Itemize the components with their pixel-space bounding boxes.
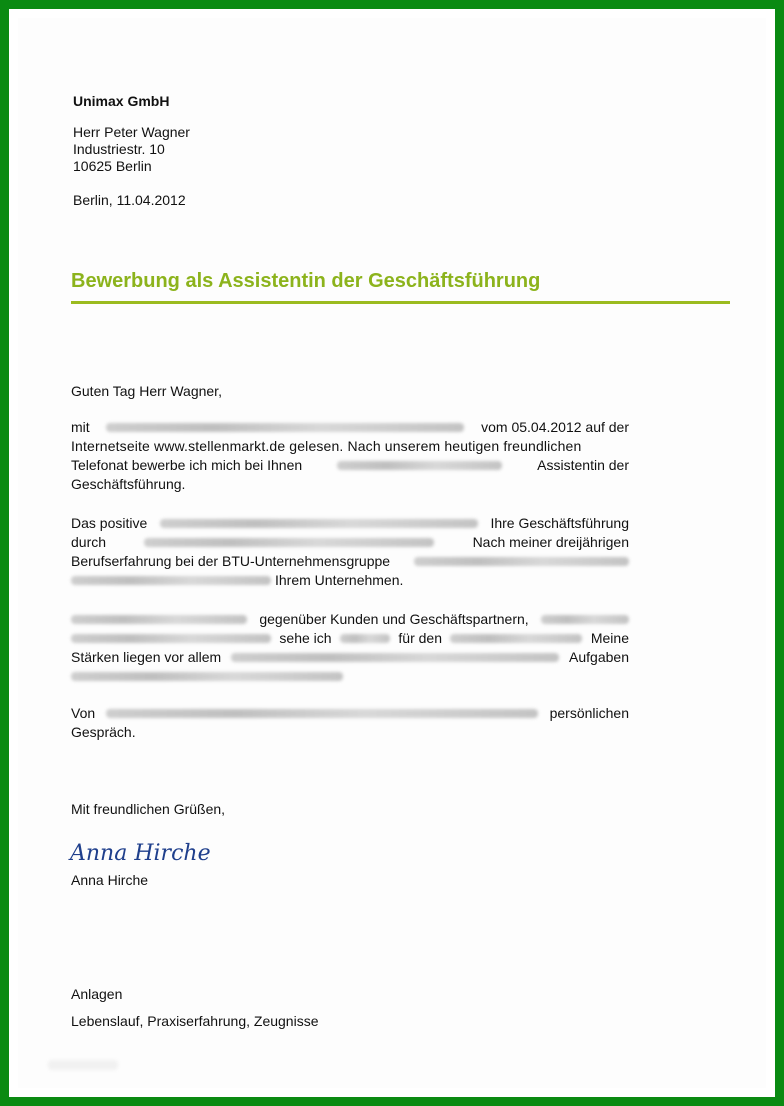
p3-l2-b: sehe ich xyxy=(279,630,332,646)
p4-l2: Gespräch. xyxy=(71,724,136,740)
p1-l2: Internetseite www.stellenmarkt.de gelesen. Nach unserem heutigen freundlichen xyxy=(71,438,582,454)
signature-name: Anna Hirche xyxy=(71,872,149,888)
paragraph-2 xyxy=(71,514,629,590)
p2-line-2 xyxy=(71,533,629,552)
paragraph-3 xyxy=(71,610,629,686)
paragraph-4 xyxy=(71,704,629,742)
p4-line-1 xyxy=(71,704,629,723)
p1-l4: Geschäftsführung. xyxy=(71,476,186,492)
subject-underline xyxy=(71,301,730,304)
sender-company: Unimax GmbH xyxy=(73,93,170,109)
date-line: Berlin, 11.04.2012 xyxy=(73,192,186,208)
redacted-text xyxy=(337,461,502,470)
p2-l1-b: Ihre Geschäftsführung xyxy=(490,515,629,531)
signature-text: Anna Hirche xyxy=(70,841,211,866)
paragraph-1 xyxy=(71,418,629,494)
watermark xyxy=(48,1060,118,1070)
redacted-text xyxy=(106,709,538,718)
p2-line-4 xyxy=(71,571,629,590)
redacted-text xyxy=(340,634,390,643)
enclosures-list: Lebenslauf, Praxiserfahrung, Zeugnisse xyxy=(71,1013,319,1029)
redacted-text xyxy=(144,538,434,547)
p3-line-4 xyxy=(71,667,629,686)
recipient-address xyxy=(73,124,190,175)
p1-l1-b: vom 05.04.2012 auf der xyxy=(481,419,629,435)
p2-l3-a: Berufserfahrung bei der BTU-Unternehmensgruppe xyxy=(71,553,391,569)
redacted-text xyxy=(541,615,629,624)
subject-heading: Bewerbung als Assistentin der Geschäftsführung xyxy=(71,270,541,292)
p1-line-1 xyxy=(71,418,629,437)
redacted-text xyxy=(231,653,559,662)
p1-l3-a: Telefonat bewerbe ich mich bei Ihnen xyxy=(71,457,303,473)
p3-l1-b: gegenüber Kunden und Geschäftspartnern, xyxy=(259,611,529,627)
p2-line-3 xyxy=(71,552,629,571)
recipient-street: Industriestr. 10 xyxy=(73,141,165,157)
p1-line-3 xyxy=(71,456,629,475)
p4-l1-a: Von xyxy=(71,705,96,721)
enclosures-label: Anlagen xyxy=(71,986,123,1002)
redacted-text xyxy=(450,634,582,643)
redacted-text xyxy=(71,615,247,624)
p3-line-1 xyxy=(71,610,629,629)
p2-l2-a: durch xyxy=(71,534,107,550)
p3-l2-c: für den xyxy=(398,630,443,646)
p1-line-2 xyxy=(71,437,629,456)
letter-page xyxy=(18,18,766,1088)
redacted-text xyxy=(160,519,478,528)
p4-line-2 xyxy=(71,723,629,742)
handwritten-signature xyxy=(68,828,218,870)
p1-l3-b: Assistentin der xyxy=(537,457,629,473)
salutation: Guten Tag Herr Wagner, xyxy=(71,383,222,399)
redacted-text xyxy=(71,672,343,681)
p3-l2-d: Meine xyxy=(590,630,629,646)
p1-line-4 xyxy=(71,475,629,494)
redacted-text xyxy=(414,557,629,566)
p1-l1-a: mit xyxy=(71,419,90,435)
p2-line-1 xyxy=(71,514,629,533)
closing-phrase: Mit freundlichen Grüßen, xyxy=(71,801,226,817)
p4-l1-b: persönlichen xyxy=(549,705,629,721)
recipient-city: 10625 Berlin xyxy=(73,158,152,174)
recipient-name: Herr Peter Wagner xyxy=(73,124,190,140)
p3-line-2 xyxy=(71,629,629,648)
p2-l1-a: Das positive xyxy=(71,515,148,531)
p3-line-3 xyxy=(71,648,629,667)
p3-l3-b: Aufgaben xyxy=(569,649,629,665)
redacted-text xyxy=(71,576,271,585)
redacted-text xyxy=(106,423,464,432)
p2-l4-b: Ihrem Unternehmen. xyxy=(275,572,404,588)
p3-l3-a: Stärken liegen vor allem xyxy=(71,649,222,665)
p2-l2-b: Nach meiner dreijährigen xyxy=(472,534,629,550)
redacted-text xyxy=(71,634,271,643)
